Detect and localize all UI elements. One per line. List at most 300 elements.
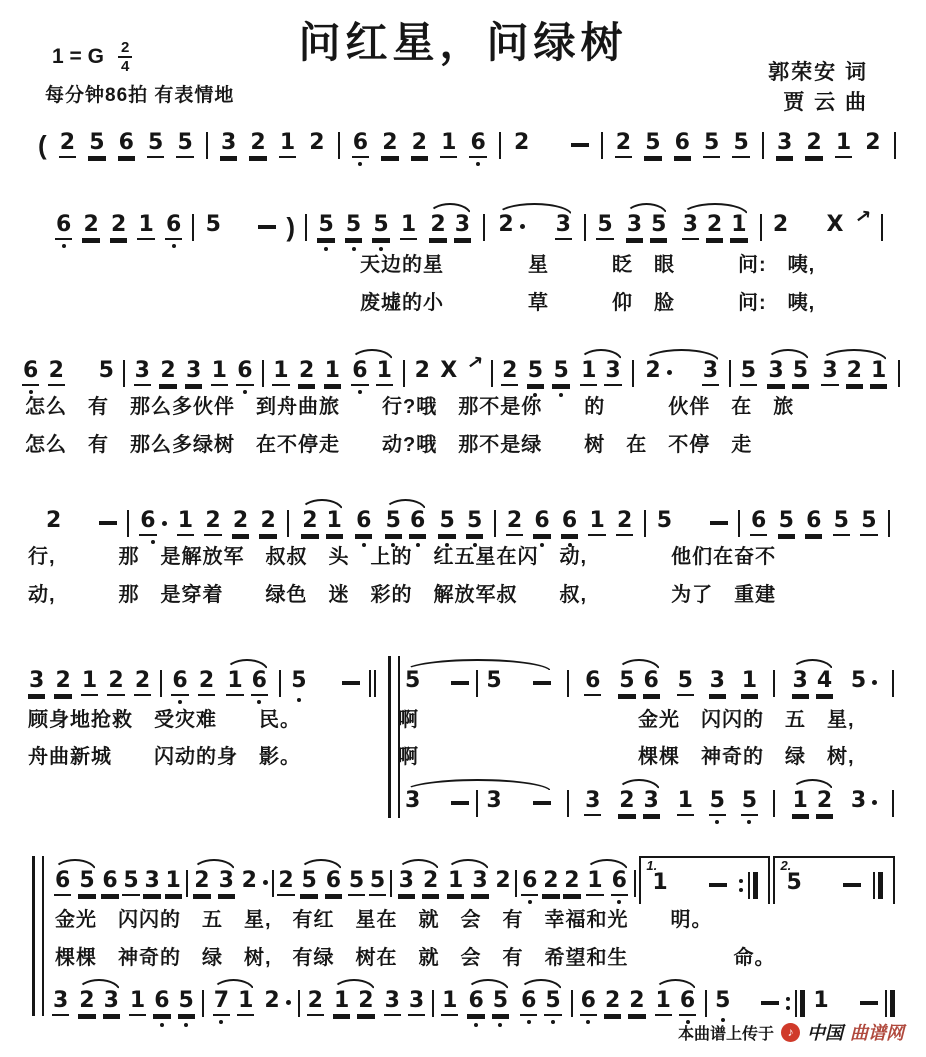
- : [139, 510, 166, 536]
- lyrics-verse1-line2: 怎么 有 那么多伙伴 到舟曲旅 行?哦 那不是你 的 伙伴 在 旅: [25, 396, 795, 418]
- note: [767, 360, 784, 394]
- note-digit: 3: [626, 214, 643, 240]
- note: [860, 510, 877, 544]
- note-digit: 6: [805, 510, 822, 536]
- : [702, 360, 719, 386]
- augmentation-dot: [872, 800, 877, 805]
- note: [352, 132, 369, 166]
- note: [580, 990, 597, 1024]
- note: [22, 360, 39, 394]
- note-digit: 2: [54, 670, 71, 696]
- time-lower: 4: [120, 58, 130, 75]
- note-digit: 6: [520, 990, 537, 1016]
- note-digit: 2: [198, 670, 215, 696]
- : [143, 870, 160, 896]
- : [682, 214, 699, 240]
- : [709, 790, 726, 816]
- music-line-2: [55, 200, 883, 251]
- note-digit: 5: [385, 510, 402, 536]
- note: [177, 510, 194, 544]
- : [438, 510, 455, 536]
- octave-dot: [747, 820, 751, 824]
- note: [333, 990, 350, 1024]
- note-digit: 6: [467, 990, 484, 1016]
- tie-slur: [578, 360, 624, 394]
- : [786, 1006, 790, 1010]
- octave-dot: [715, 820, 719, 824]
- octave-dot: [476, 162, 480, 166]
- note-digit: 5: [552, 360, 569, 386]
- tie-slur: [680, 214, 750, 248]
- : [706, 214, 723, 240]
- glissando-arrow-icon: ↗: [465, 351, 484, 376]
- note: [826, 214, 845, 246]
- lyrics-verse2-ah: 啊: [398, 746, 419, 768]
- note-digit: 2: [277, 870, 294, 896]
- lyrics-verse2-line5: 棵棵 神奇的 绿 树, 有绿 树在 就 会 有 希望和生 命。: [55, 947, 776, 969]
- barline: [738, 510, 740, 537]
- : [469, 132, 486, 158]
- : [218, 870, 235, 896]
- tie-slur: [642, 360, 721, 394]
- : [414, 360, 431, 384]
- : [588, 510, 605, 536]
- : [176, 132, 193, 158]
- barline: [494, 510, 496, 537]
- barline: [279, 670, 281, 697]
- note-digit: 3: [220, 132, 237, 158]
- note-digit: 2: [846, 360, 863, 386]
- : [204, 510, 221, 536]
- note-digit: 2: [604, 990, 621, 1016]
- note: [357, 990, 374, 1024]
- : [650, 214, 667, 240]
- note: [198, 670, 215, 704]
- : [107, 670, 124, 696]
- note-digit: 1: [324, 360, 341, 386]
- note: [301, 510, 318, 544]
- : [78, 990, 95, 1016]
- : [485, 790, 502, 814]
- note: [513, 132, 530, 164]
- note-digit: 5: [544, 990, 561, 1016]
- note-digit: 2: [46, 508, 62, 533]
- : [279, 132, 296, 158]
- note: [345, 214, 362, 251]
- note-digit: 5: [300, 870, 317, 896]
- : [679, 990, 696, 1016]
- : [249, 132, 266, 158]
- music-line-6-voice1: [52, 856, 895, 904]
- : [185, 360, 202, 386]
- : [805, 510, 822, 536]
- octave-dot: [551, 1020, 555, 1024]
- : [241, 870, 268, 894]
- note-digit: 2: [645, 358, 661, 383]
- : [177, 510, 194, 536]
- note-digit: 1: [326, 510, 343, 536]
- note: [792, 790, 809, 824]
- music-line-5-voice1: [402, 656, 894, 704]
- : [236, 360, 253, 386]
- note-digit: 3: [471, 870, 488, 896]
- : [213, 990, 230, 1016]
- : [732, 132, 749, 158]
- note: [677, 790, 694, 824]
- note: [521, 870, 538, 904]
- note-digit: 2: [48, 360, 65, 386]
- : [615, 132, 632, 158]
- repeat-end-barline: [786, 990, 805, 1017]
- tie-slur: [495, 214, 574, 248]
- : [134, 670, 151, 696]
- tie-slur: [616, 790, 662, 824]
- note-digit: 5: [317, 214, 334, 240]
- note: [55, 214, 72, 248]
- : [301, 510, 318, 536]
- : [860, 510, 877, 536]
- note-digit: 2: [501, 360, 518, 386]
- note-digit: 2: [298, 360, 315, 386]
- barline: [298, 990, 300, 1017]
- : [748, 872, 750, 899]
- note-digit: 3: [134, 360, 151, 386]
- note: [28, 670, 45, 704]
- note: [740, 360, 757, 394]
- note: [706, 214, 723, 248]
- note: [165, 214, 182, 248]
- note-digit: 1: [279, 132, 296, 158]
- : [750, 510, 767, 536]
- note: [171, 670, 188, 704]
- : [134, 360, 151, 386]
- note-digit: 2: [706, 214, 723, 240]
- final-barline: [873, 872, 883, 899]
- note: [54, 870, 71, 904]
- note-digit: 5: [709, 790, 726, 816]
- barline: [192, 214, 194, 241]
- : [137, 214, 154, 240]
- note: [816, 790, 833, 824]
- note-digit: 2: [381, 132, 398, 158]
- octave-dot: [297, 698, 301, 702]
- note: [376, 360, 393, 394]
- : [527, 360, 544, 386]
- note-digit: 2: [506, 510, 523, 536]
- note: [122, 870, 139, 904]
- repeat-end-barline: [739, 872, 758, 899]
- : [28, 670, 45, 696]
- note-digit: 6: [139, 510, 156, 536]
- : [352, 132, 369, 158]
- tie-slur: [76, 990, 122, 1024]
- note-digit: 2: [618, 790, 635, 816]
- note-digit: 5: [78, 870, 95, 896]
- note: [555, 214, 572, 248]
- note-digit: 2: [249, 132, 266, 158]
- note: [78, 990, 95, 1024]
- note: [165, 870, 182, 904]
- note-digit: 5: [740, 360, 757, 386]
- note-digit: 1: [588, 510, 605, 536]
- note-digit: 1: [580, 360, 597, 386]
- : [850, 790, 877, 814]
- note-digit: 1: [792, 790, 809, 816]
- note-digit: 5: [147, 132, 164, 158]
- : [277, 870, 294, 896]
- : [333, 990, 350, 1016]
- : [165, 870, 182, 896]
- : [776, 132, 793, 158]
- note-digit: 6: [118, 132, 135, 158]
- note-digit: 6: [533, 510, 550, 536]
- note-digit: 5: [703, 132, 720, 158]
- : [369, 870, 386, 896]
- note: [408, 990, 425, 1024]
- tie-slur: [790, 670, 836, 704]
- barline: [305, 214, 307, 241]
- : [422, 870, 439, 896]
- lyrics-verse1-line5: 金光 闪闪的 五 星, 有红 星在 就 会 有 幸福和光 明。: [55, 909, 713, 931]
- : [384, 990, 401, 1016]
- note-digit: 2: [110, 214, 127, 240]
- tie-slur: [616, 670, 662, 704]
- lyrics-verse2-line2: 怎么 有 那么多绿树 在不停走 动?哦 那不是绿 树 在 不停 走: [25, 434, 753, 456]
- : [816, 790, 833, 816]
- note-digit: 5: [656, 508, 673, 533]
- note: [596, 214, 613, 248]
- note: [677, 670, 694, 704]
- note-digit: 3: [584, 790, 601, 816]
- note: [611, 870, 628, 904]
- note-digit: 3: [776, 132, 793, 158]
- note-digit: 1: [441, 990, 458, 1016]
- : [471, 870, 488, 896]
- : [374, 670, 376, 697]
- note-digit: 5: [405, 668, 421, 693]
- : [795, 990, 797, 1017]
- octave-dot: [62, 244, 66, 248]
- : [833, 510, 850, 536]
- note: [439, 360, 458, 392]
- note: [792, 670, 809, 704]
- note: [520, 990, 537, 1024]
- octave-dot: [184, 1023, 188, 1027]
- note: [52, 990, 69, 1024]
- composer-credit: 贾 云 曲: [783, 91, 868, 114]
- : [850, 670, 877, 694]
- : [165, 214, 182, 240]
- note-digit: 6: [409, 510, 426, 536]
- key-label: 1 = G: [52, 45, 104, 68]
- note-digit: 5: [176, 132, 193, 158]
- : [643, 790, 660, 816]
- note-digit: 2: [816, 790, 833, 816]
- : [122, 870, 139, 896]
- note-digit: 1: [376, 360, 393, 386]
- octave-dot: [498, 1023, 502, 1027]
- : [251, 670, 268, 696]
- barline: [272, 870, 274, 897]
- : [870, 360, 887, 386]
- : [714, 990, 731, 1014]
- barline: [262, 360, 264, 387]
- note: [870, 360, 887, 394]
- note: [730, 214, 747, 248]
- note: [542, 870, 559, 904]
- barline: [773, 790, 775, 817]
- : [494, 870, 511, 894]
- : [739, 888, 743, 892]
- note: [351, 360, 368, 394]
- : [48, 360, 65, 386]
- note-digit: 6: [580, 990, 597, 1016]
- note-digit: 3: [702, 360, 719, 386]
- : [655, 990, 672, 1016]
- note-digit: 3: [398, 870, 415, 896]
- note: [703, 132, 720, 166]
- note: [618, 790, 635, 824]
- augmentation-dot: [286, 1000, 291, 1005]
- note-digit: 3: [408, 990, 425, 1016]
- note-digit: X: [440, 358, 458, 383]
- : [501, 360, 518, 386]
- : [147, 132, 164, 158]
- : [81, 670, 98, 696]
- note: [279, 132, 296, 166]
- : [408, 990, 425, 1016]
- : [561, 510, 578, 536]
- : [98, 360, 115, 384]
- note: [400, 214, 417, 248]
- note: [236, 360, 253, 394]
- : [772, 214, 789, 238]
- note: [785, 872, 802, 904]
- note: [816, 670, 833, 704]
- duration-dash: [571, 143, 589, 147]
- site-logo-icon: ♪: [781, 1023, 800, 1042]
- barline: [202, 990, 204, 1017]
- note: [846, 360, 863, 394]
- note: [805, 132, 822, 166]
- note: [326, 510, 343, 544]
- : [171, 670, 188, 696]
- note-digit: 5: [732, 132, 749, 158]
- note: [110, 214, 127, 248]
- : [355, 510, 372, 536]
- barline: [483, 214, 485, 241]
- note-digit: 6: [251, 670, 268, 696]
- : [778, 510, 795, 536]
- tie-slur: [765, 360, 811, 394]
- : [447, 870, 464, 896]
- barline: [601, 132, 603, 159]
- note-digit: 6: [325, 870, 342, 896]
- note: [59, 132, 76, 166]
- time-upper: 2: [118, 40, 132, 58]
- note-digit: 5: [644, 132, 661, 158]
- duration-dash: [258, 225, 276, 229]
- note: [48, 360, 65, 394]
- : [55, 214, 72, 240]
- note-digit: 3: [850, 788, 867, 813]
- note: [682, 214, 699, 248]
- note: [467, 990, 484, 1027]
- note: [204, 510, 221, 544]
- : [369, 670, 371, 697]
- note: [241, 870, 268, 902]
- note: [580, 360, 597, 394]
- note: [218, 870, 235, 904]
- barline: [160, 670, 162, 697]
- : [890, 990, 895, 1017]
- note-digit: 5: [466, 510, 483, 536]
- note-digit: 1: [730, 214, 747, 240]
- note: [674, 132, 691, 166]
- note-digit: 3: [604, 360, 621, 386]
- tie-slur: [211, 990, 257, 1024]
- : [398, 870, 415, 896]
- : [485, 670, 502, 694]
- : [101, 870, 118, 896]
- note-digit: 1: [835, 132, 852, 158]
- barline: [123, 360, 125, 387]
- tie-slur: [191, 870, 237, 904]
- note: [864, 132, 881, 164]
- : [193, 870, 210, 896]
- : [357, 990, 374, 1016]
- barline: [644, 510, 646, 537]
- : [404, 790, 421, 814]
- : [552, 360, 569, 386]
- note: [628, 990, 645, 1024]
- note-digit: 5: [618, 670, 635, 696]
- note: [213, 990, 230, 1024]
- note: [220, 132, 237, 166]
- note-digit: 1: [129, 990, 146, 1016]
- voice-bracket-upper: [388, 656, 400, 818]
- note: [821, 360, 838, 394]
- : [741, 790, 758, 816]
- barline: [476, 790, 478, 817]
- : [325, 870, 342, 896]
- glissando-arrow-icon: ↗: [853, 205, 872, 230]
- : [816, 670, 833, 696]
- barline: [584, 214, 586, 241]
- : [153, 990, 170, 1016]
- note-digit: 2: [193, 870, 210, 896]
- tie-slur: [445, 870, 491, 904]
- note: [398, 870, 415, 904]
- song-title: 问红星，问绿树: [298, 19, 628, 66]
- barline: [760, 214, 762, 241]
- barline: [499, 132, 501, 159]
- : [873, 872, 875, 899]
- note: [101, 870, 118, 904]
- note-digit: 2: [498, 212, 514, 237]
- : [88, 132, 105, 158]
- : [786, 997, 790, 1001]
- note: [850, 790, 877, 822]
- note-digit: 5: [778, 510, 795, 536]
- note-digit: 5: [741, 790, 758, 816]
- : [644, 360, 671, 384]
- key-signature: [52, 40, 132, 74]
- note-digit: 5: [348, 870, 365, 896]
- duration-dash: [761, 1001, 779, 1005]
- note-digit: 5: [792, 360, 809, 386]
- note: [107, 670, 124, 704]
